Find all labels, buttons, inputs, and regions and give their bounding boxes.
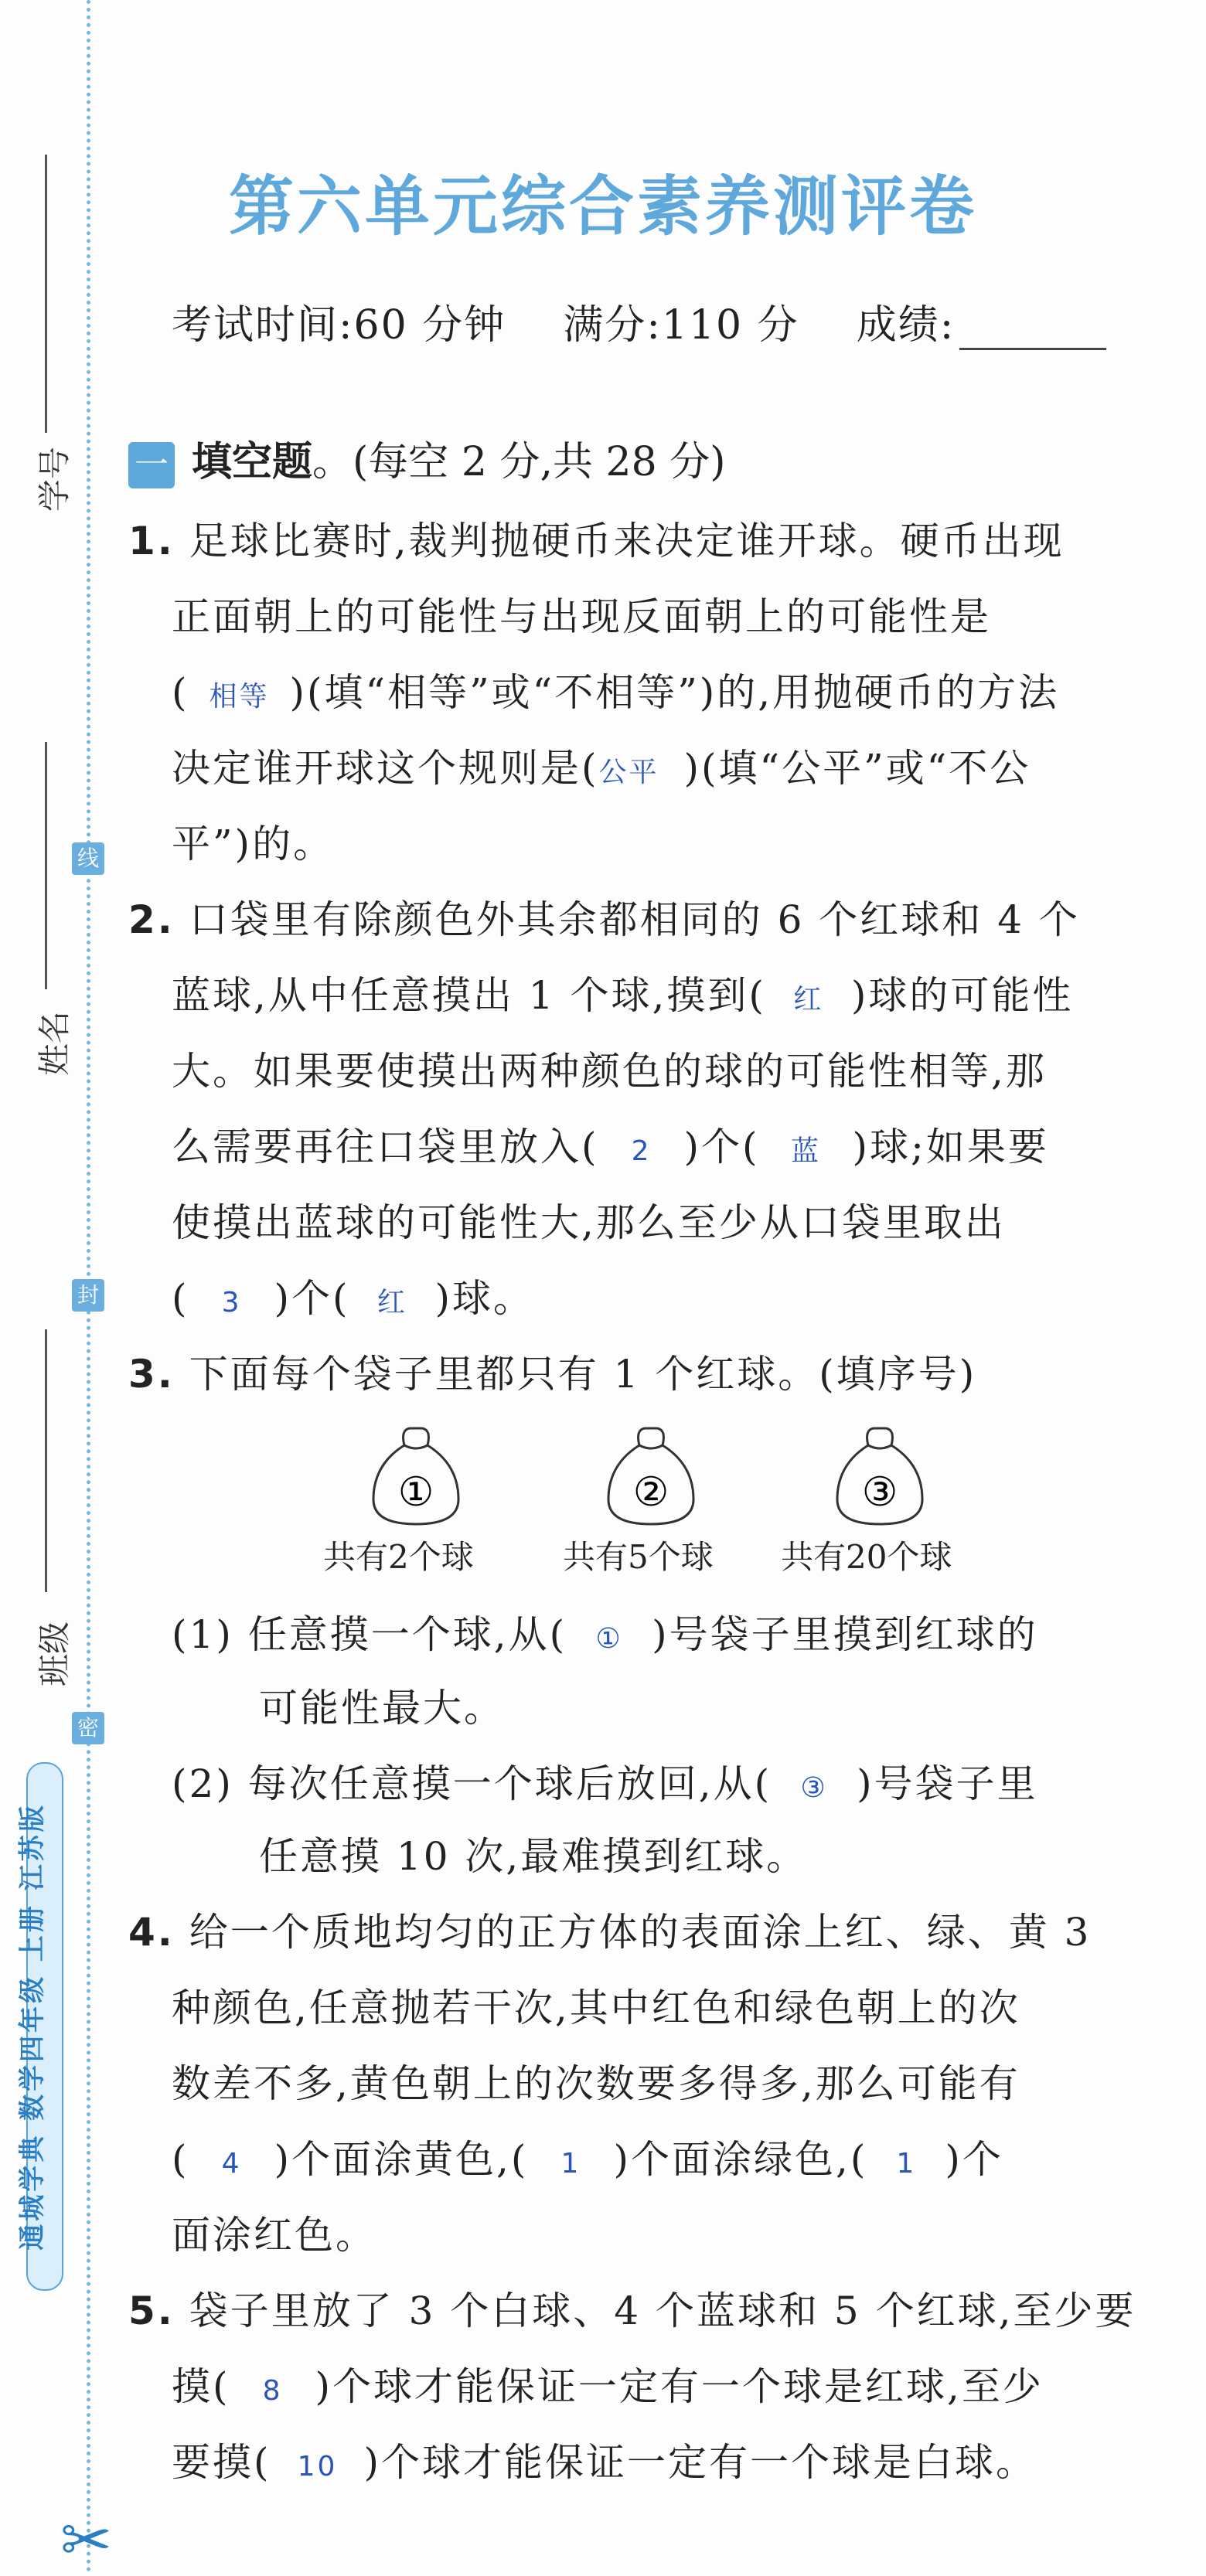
q2-line-1: [128, 889, 1080, 944]
q2-line-5: 使摸出蓝球的可能性大,那么至少从口袋里取出: [172, 1200, 1006, 1245]
q4-line-3: 数差不多,黄色朝上的次数要多得多,那么可能有: [172, 2061, 1020, 2106]
q5-text-2a: 摸(: [172, 2364, 230, 2409]
bag-icon-3: [826, 1422, 934, 1530]
q4-line-4: [172, 2129, 1003, 2184]
q3-sub2-line-2: 任意摸 10 次,最难摸到红球。: [259, 1834, 808, 1879]
class-blank: [45, 1329, 47, 1592]
student-id-label: 学号: [36, 446, 74, 512]
q2-answer-4: 3: [221, 1287, 242, 1319]
section-badge: 一: [128, 442, 175, 488]
q5-text-1: 袋子里放了 3 个白球、4 个蓝球和 5 个红球,至少要: [189, 2288, 1136, 2333]
q2-answer-3: 蓝: [791, 1135, 822, 1167]
q2-line-2: [172, 965, 1073, 1020]
q4-text-4a: (: [172, 2137, 189, 2182]
q3-sub2-line-1: [172, 1753, 1038, 1809]
seal-line-mark: 线: [72, 842, 104, 875]
q2-answer-1: 红: [793, 984, 824, 1016]
section-header: [128, 429, 726, 488]
q3-number: 3.: [128, 1352, 175, 1397]
q3-answer-2: ③: [800, 1772, 828, 1804]
q2-answer-5: 红: [377, 1287, 408, 1319]
q3-line-1: [128, 1343, 976, 1399]
q3-sub2-text-b: )号袋子里: [857, 1761, 1038, 1806]
student-name-label: 姓名: [36, 1010, 74, 1077]
q2-text-4c: )球;如果要: [852, 1125, 1049, 1169]
seal-seal-mark: 封: [72, 1279, 104, 1312]
q1-line-5: 平”)的。: [172, 822, 335, 866]
q5-line-2: [172, 2356, 1044, 2411]
q5-text-3b: )个球才能保证一定有一个球是白球。: [363, 2440, 1037, 2485]
bag-icon-2: [597, 1422, 705, 1530]
exam-info: [172, 292, 1106, 350]
q1-number: 1.: [128, 519, 175, 563]
q2-text-1: 口袋里有除颜色外其余都相同的 6 个红球和 4 个: [189, 897, 1080, 942]
q4-line-1: [128, 1901, 1091, 1957]
bag-label-2: 共有5个球: [563, 1538, 714, 1576]
q1-line-4: [172, 737, 1031, 793]
q1-line-2: 正面朝上的可能性与出现反面朝上的可能性是: [172, 594, 991, 639]
brand-text: 通城学典 数学四年级 上册 江苏版: [17, 1802, 48, 2251]
exam-full-score: 满分:110 分: [563, 302, 799, 349]
q2-text-2b: )球的可能性: [850, 973, 1074, 1018]
q4-answer-3: 1: [896, 2148, 917, 2180]
q3-text-1: 下面每个袋子里都只有 1 个红球。(填序号): [189, 1352, 977, 1397]
q2-text-6b: )个(: [274, 1276, 350, 1321]
bag-mark-1: ①: [397, 1469, 434, 1516]
q1-answer-2: 公平: [598, 757, 659, 788]
q2-text-6a: (: [172, 1276, 189, 1321]
q1-text-4a: 决定谁开球这个规则是(: [172, 746, 599, 791]
scissors-icon: ✂: [60, 2504, 113, 2576]
q3-sub2-text-a: (2) 每次任意摸一个球后放回,从(: [172, 1761, 772, 1806]
class-label: 班级: [36, 1621, 74, 1687]
q5-text-3a: 要摸(: [172, 2440, 271, 2485]
q4-line-2: 种颜色,任意抛若干次,其中红色和绿色朝上的次: [172, 1986, 1020, 2030]
q4-answer-2: 1: [560, 2148, 581, 2180]
q3-answer-1: ①: [595, 1623, 623, 1655]
q2-answer-2: 2: [631, 1135, 652, 1167]
q2-text-4a: 么需要再往口袋里放入(: [172, 1125, 599, 1169]
q5-answer-1: 8: [262, 2375, 283, 2407]
exam-time: 考试时间:60 分钟: [172, 302, 506, 349]
bag-mark-3: ③: [861, 1469, 898, 1516]
exam-score-label: 成绩:: [856, 302, 956, 349]
q4-text-4d: )个: [945, 2137, 1003, 2182]
q2-line-4: [172, 1116, 1049, 1172]
bag-icon-1: [362, 1422, 470, 1530]
q4-number: 4.: [128, 1910, 175, 1955]
q1-text-3b: )(填“相等”或“不相等”)的,用抛硬币的方法: [289, 670, 1060, 715]
q2-line-3: 大。如果要使摸出两种颜色的球的可能性相等,那: [172, 1049, 1047, 1094]
q4-text-4b: )个面涂黄色,(: [274, 2137, 529, 2182]
q5-line-3: [172, 2431, 1037, 2487]
q2-text-2a: 蓝球,从中任意摸出 1 个球,摸到(: [172, 973, 766, 1018]
q1-line-3: [172, 662, 1059, 717]
q4-text-1: 给一个质地均匀的正方体的表面涂上红、绿、黄 3: [189, 1910, 1092, 1955]
section-title: 填空题: [192, 438, 313, 485]
q4-answer-1: 4: [221, 2148, 242, 2180]
q1-line-1: [128, 510, 1065, 566]
q1-text-4b: )(填“公平”或“不公: [683, 746, 1031, 791]
q4-line-5: 面涂红色。: [172, 2213, 376, 2258]
q2-text-4b: )个(: [683, 1125, 760, 1169]
page-title: 第六单元综合素养测评卷: [228, 168, 977, 244]
q3-sub1-text-b: )号袋子里摸到红球的: [652, 1612, 1038, 1657]
bag-label-1: 共有2个球: [323, 1538, 474, 1576]
q3-sub1-line-1: [172, 1604, 1038, 1659]
student-name-blank: [45, 742, 47, 989]
bag-label-3: 共有20个球: [781, 1538, 952, 1576]
q1-text-1: 足球比赛时,裁判抛硬币来决定谁开球。硬币出现: [189, 519, 1065, 563]
q5-answer-2: 10: [297, 2451, 338, 2482]
q2-number: 2.: [128, 897, 175, 942]
q3-sub1-line-2: 可能性最大。: [259, 1686, 505, 1730]
q3-sub1-text-a: (1) 任意摸一个球,从(: [172, 1612, 567, 1657]
q5-text-2b: )个球才能保证一定有一个球是红球,至少: [315, 2364, 1044, 2409]
q1-answer-1: 相等: [209, 681, 270, 713]
score-blank: [959, 317, 1106, 350]
seal-secret-mark: 密: [72, 1712, 104, 1744]
bag-mark-2: ②: [632, 1469, 669, 1516]
q5-line-1: [128, 2280, 1136, 2336]
section-note: 。(每空 2 分,共 28 分): [312, 439, 726, 485]
q1-text-3a: (: [172, 670, 189, 715]
q5-number: 5.: [128, 2288, 175, 2333]
q2-line-6: [172, 1268, 534, 1323]
q4-text-4c: )个面涂绿色,(: [613, 2137, 868, 2182]
q2-text-6c: )球。: [434, 1276, 535, 1321]
